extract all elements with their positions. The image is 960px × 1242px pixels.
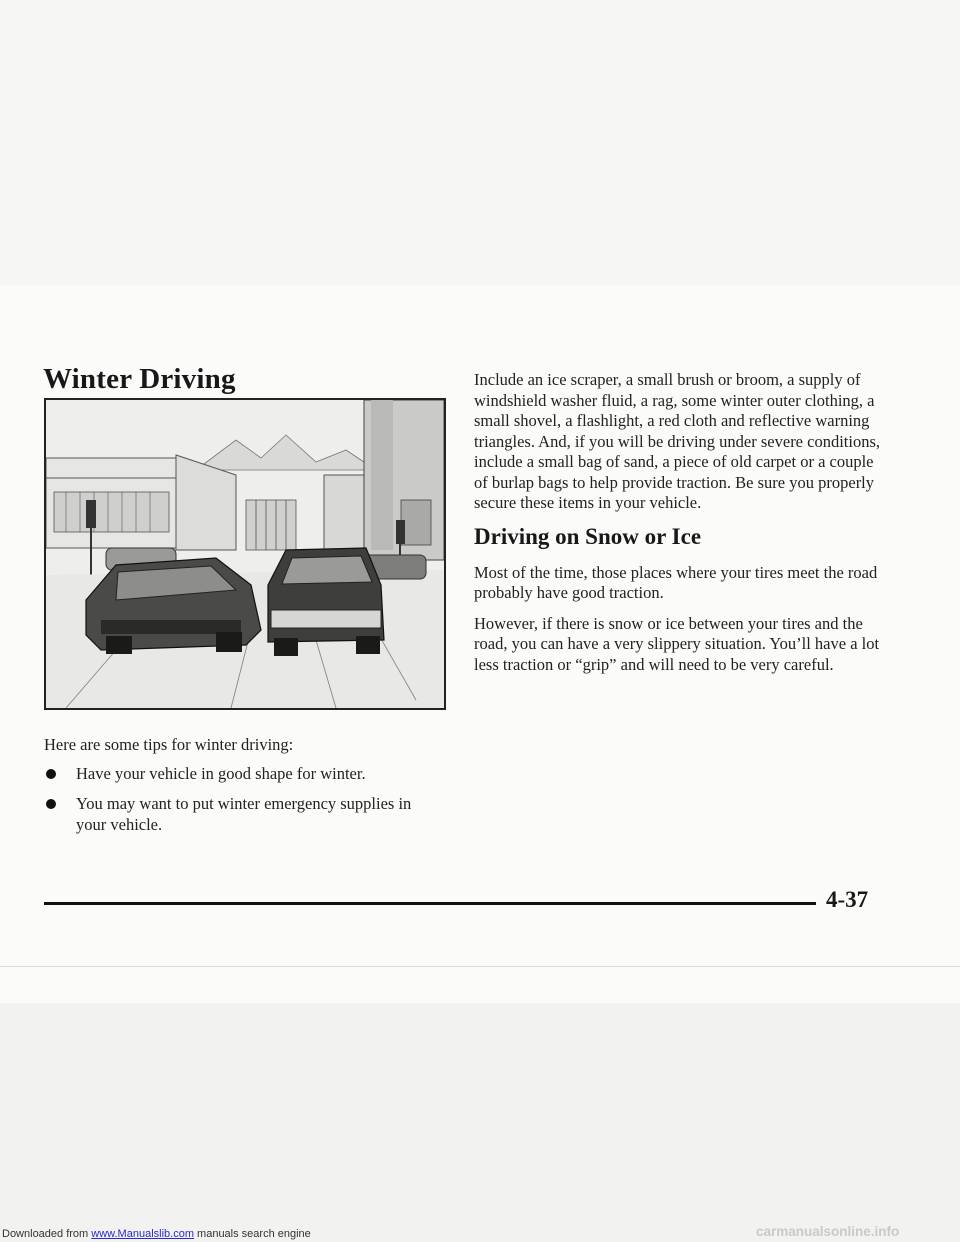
tips-intro: Here are some tips for winter driving:	[44, 735, 294, 754]
page-edge-line	[0, 966, 960, 967]
bullet-icon	[46, 769, 56, 779]
footer-suffix: manuals search engine	[193, 1228, 311, 1240]
download-footer	[2, 1228, 311, 1240]
slippery-paragraph: However, if there is snow or ice between your tires and the road, you can have a very slippery situation. You’ll have a lot less traction or “grip” and will need to be very careful.	[474, 613, 880, 674]
list-item	[44, 763, 444, 784]
footer-rule	[44, 902, 816, 905]
tips-list	[44, 763, 444, 844]
section-heading: Driving on Snow or Ice	[474, 523, 702, 549]
list-item	[44, 793, 444, 835]
bottom-margin	[0, 1003, 960, 1242]
list-item-text: Have your vehicle in good shape for winter.	[76, 764, 366, 783]
right-column	[474, 370, 884, 685]
footer-prefix: Downloaded from	[2, 1228, 92, 1240]
winter-street-illustration	[44, 398, 446, 710]
supplies-paragraph: Include an ice scraper, a small brush or broom, a supply of windshield washer fluid, a rag, some winter outer clothing, a small shovel, a flashlight, a red cloth and reflective warning triangles. And, if you will be driving under severe conditions, include a small bag of sand, a piece of old carpet or a couple of burlap bags to help provide traction. Be sure you properly secure these items in your vehicle.	[474, 370, 881, 512]
watermark: carmanualsonline.info	[756, 1224, 900, 1239]
winter-street-drawing	[46, 400, 444, 708]
page-title: Winter Driving	[43, 363, 236, 395]
list-item-text: You may want to put winter emergency supplies in your vehicle.	[76, 794, 412, 834]
page-number: 4-37	[826, 887, 869, 912]
manualslib-link[interactable]: www.Manualslib.com	[91, 1228, 194, 1240]
bullet-icon	[46, 799, 56, 809]
top-margin	[0, 0, 960, 285]
traction-paragraph: Most of the time, those places where your tires meet the road probably have good traction.	[474, 562, 878, 602]
